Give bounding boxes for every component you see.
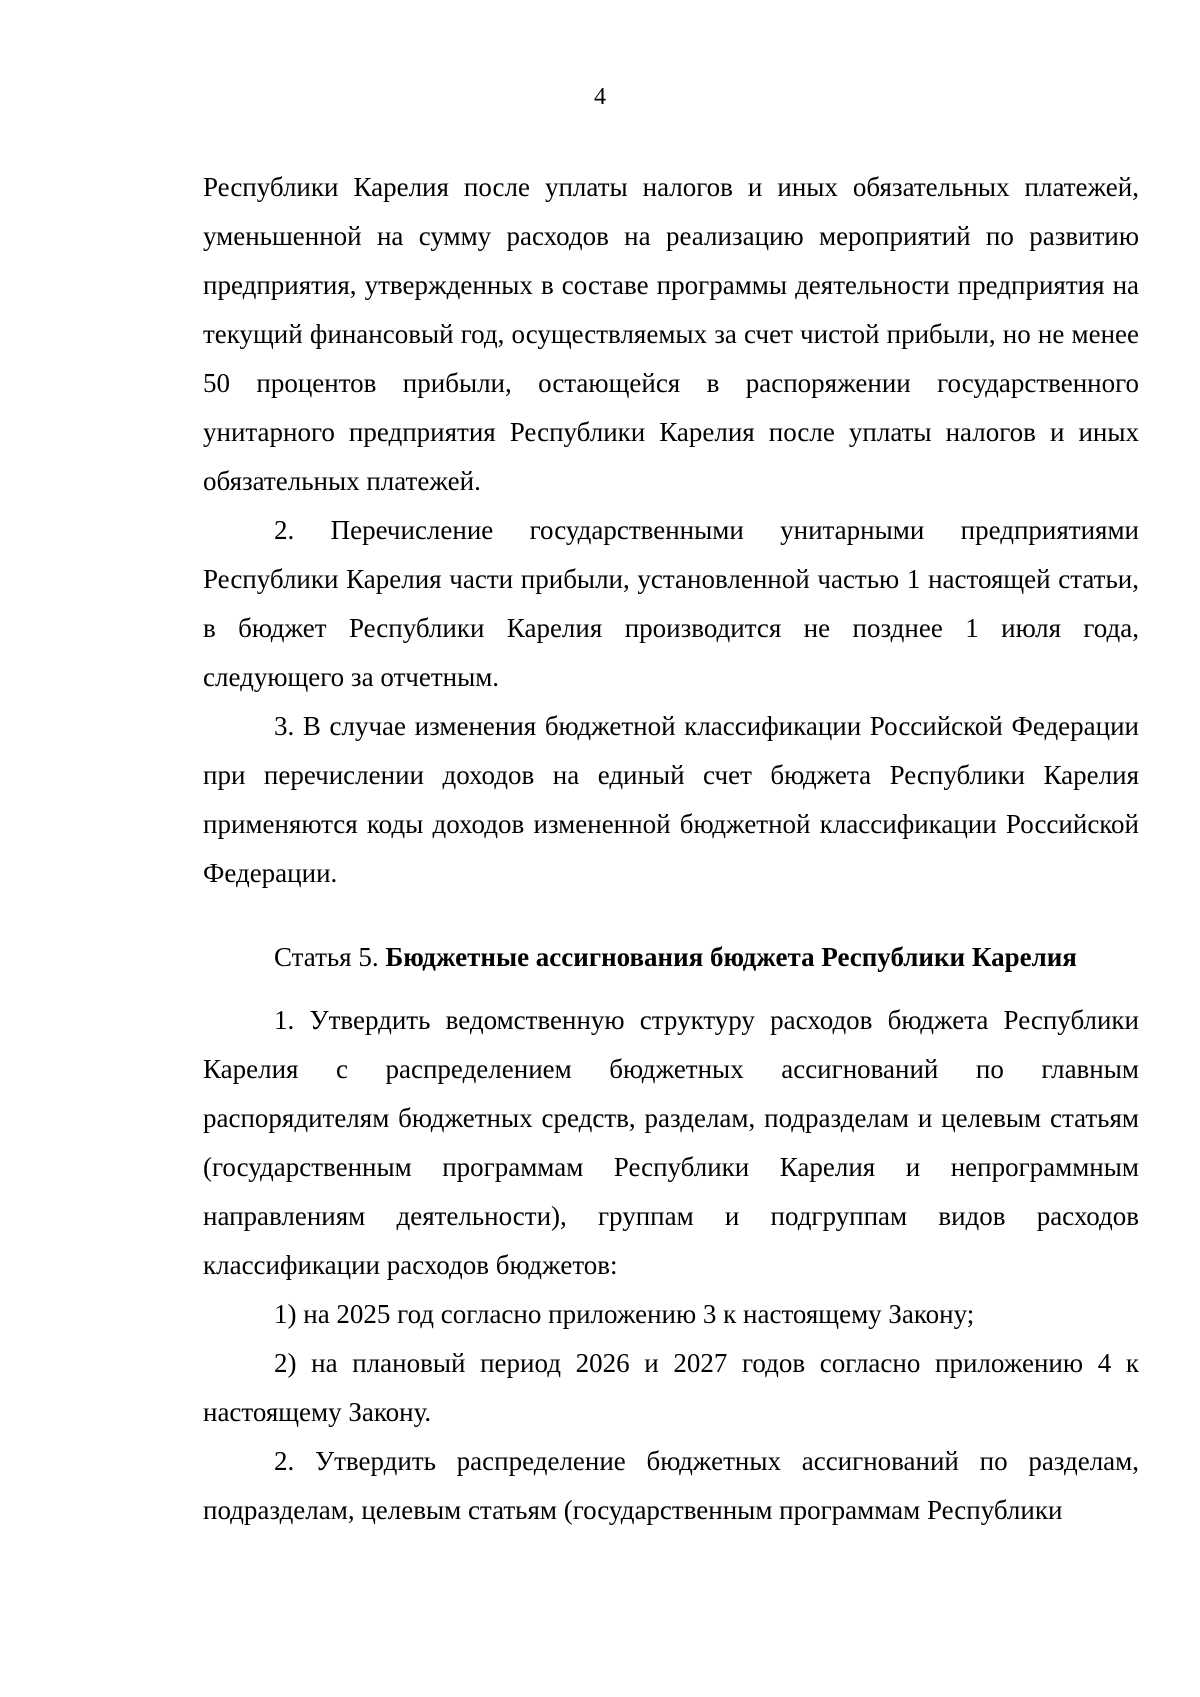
paragraph-continuation: Республики Карелия после уплаты налогов и иных обязательных платежей, уменьшенной на сумму расходов на реализацию мероприятий по развитию предприятия, утвержденных в составе программы деятельности предприятия на текущий финансовый год, осуществляемых за счет чистой прибыли, но не менее 50 процентов прибыли, остающейся в распоряжении государственного унитарного предприятия Республики Карелия после уплаты налогов и иных обязательных платежей. [203, 172, 1139, 496]
article-heading [203, 933, 1139, 982]
document-body [203, 163, 1139, 1535]
page-number: 4 [594, 84, 606, 110]
paragraph-subitem-1: 1) на 2025 год согласно приложению 3 к настоящему Закону; [274, 1299, 975, 1329]
paragraph-article5-item-1: 1. Утвердить ведомственную структуру расходов бюджета Республики Карелия с распределением бюджетных ассигнований по главным распорядителям бюджетных средств, разделам, подразделам и целевым статьям (государственным программам Республики Карелия и непрограммным направлениям деятельности), группам и подгруппам видов расходов классификации расходов бюджетов: [203, 1005, 1139, 1280]
paragraph-item-3: 3. В случае изменения бюджетной классификации Российской Федерации при перечислении доходов на единый счет бюджета Республики Карелия применяются коды доходов измененной бюджетной классификации Российской Федерации. [203, 711, 1139, 888]
article-title: Бюджетные ассигнования бюджета Республики Карелия [385, 942, 1077, 972]
paragraph-item-2: 2. Перечисление государственными унитарными предприятиями Республики Карелия части прибыли, установленной частью 1 настоящей статьи, в бюджет Республики Карелия производится не позднее 1 июля года, следующего за отчетным. [203, 515, 1139, 692]
article-prefix: Статья 5. [274, 942, 386, 972]
paragraph-subitem-2: 2) на плановый период 2026 и 2027 годов согласно приложению 4 к настоящему Закону. [203, 1348, 1139, 1427]
paragraph-article5-item-2: 2. Утвердить распределение бюджетных ассигнований по разделам, подразделам, целевым статьям (государственным программам Республики [203, 1446, 1139, 1525]
